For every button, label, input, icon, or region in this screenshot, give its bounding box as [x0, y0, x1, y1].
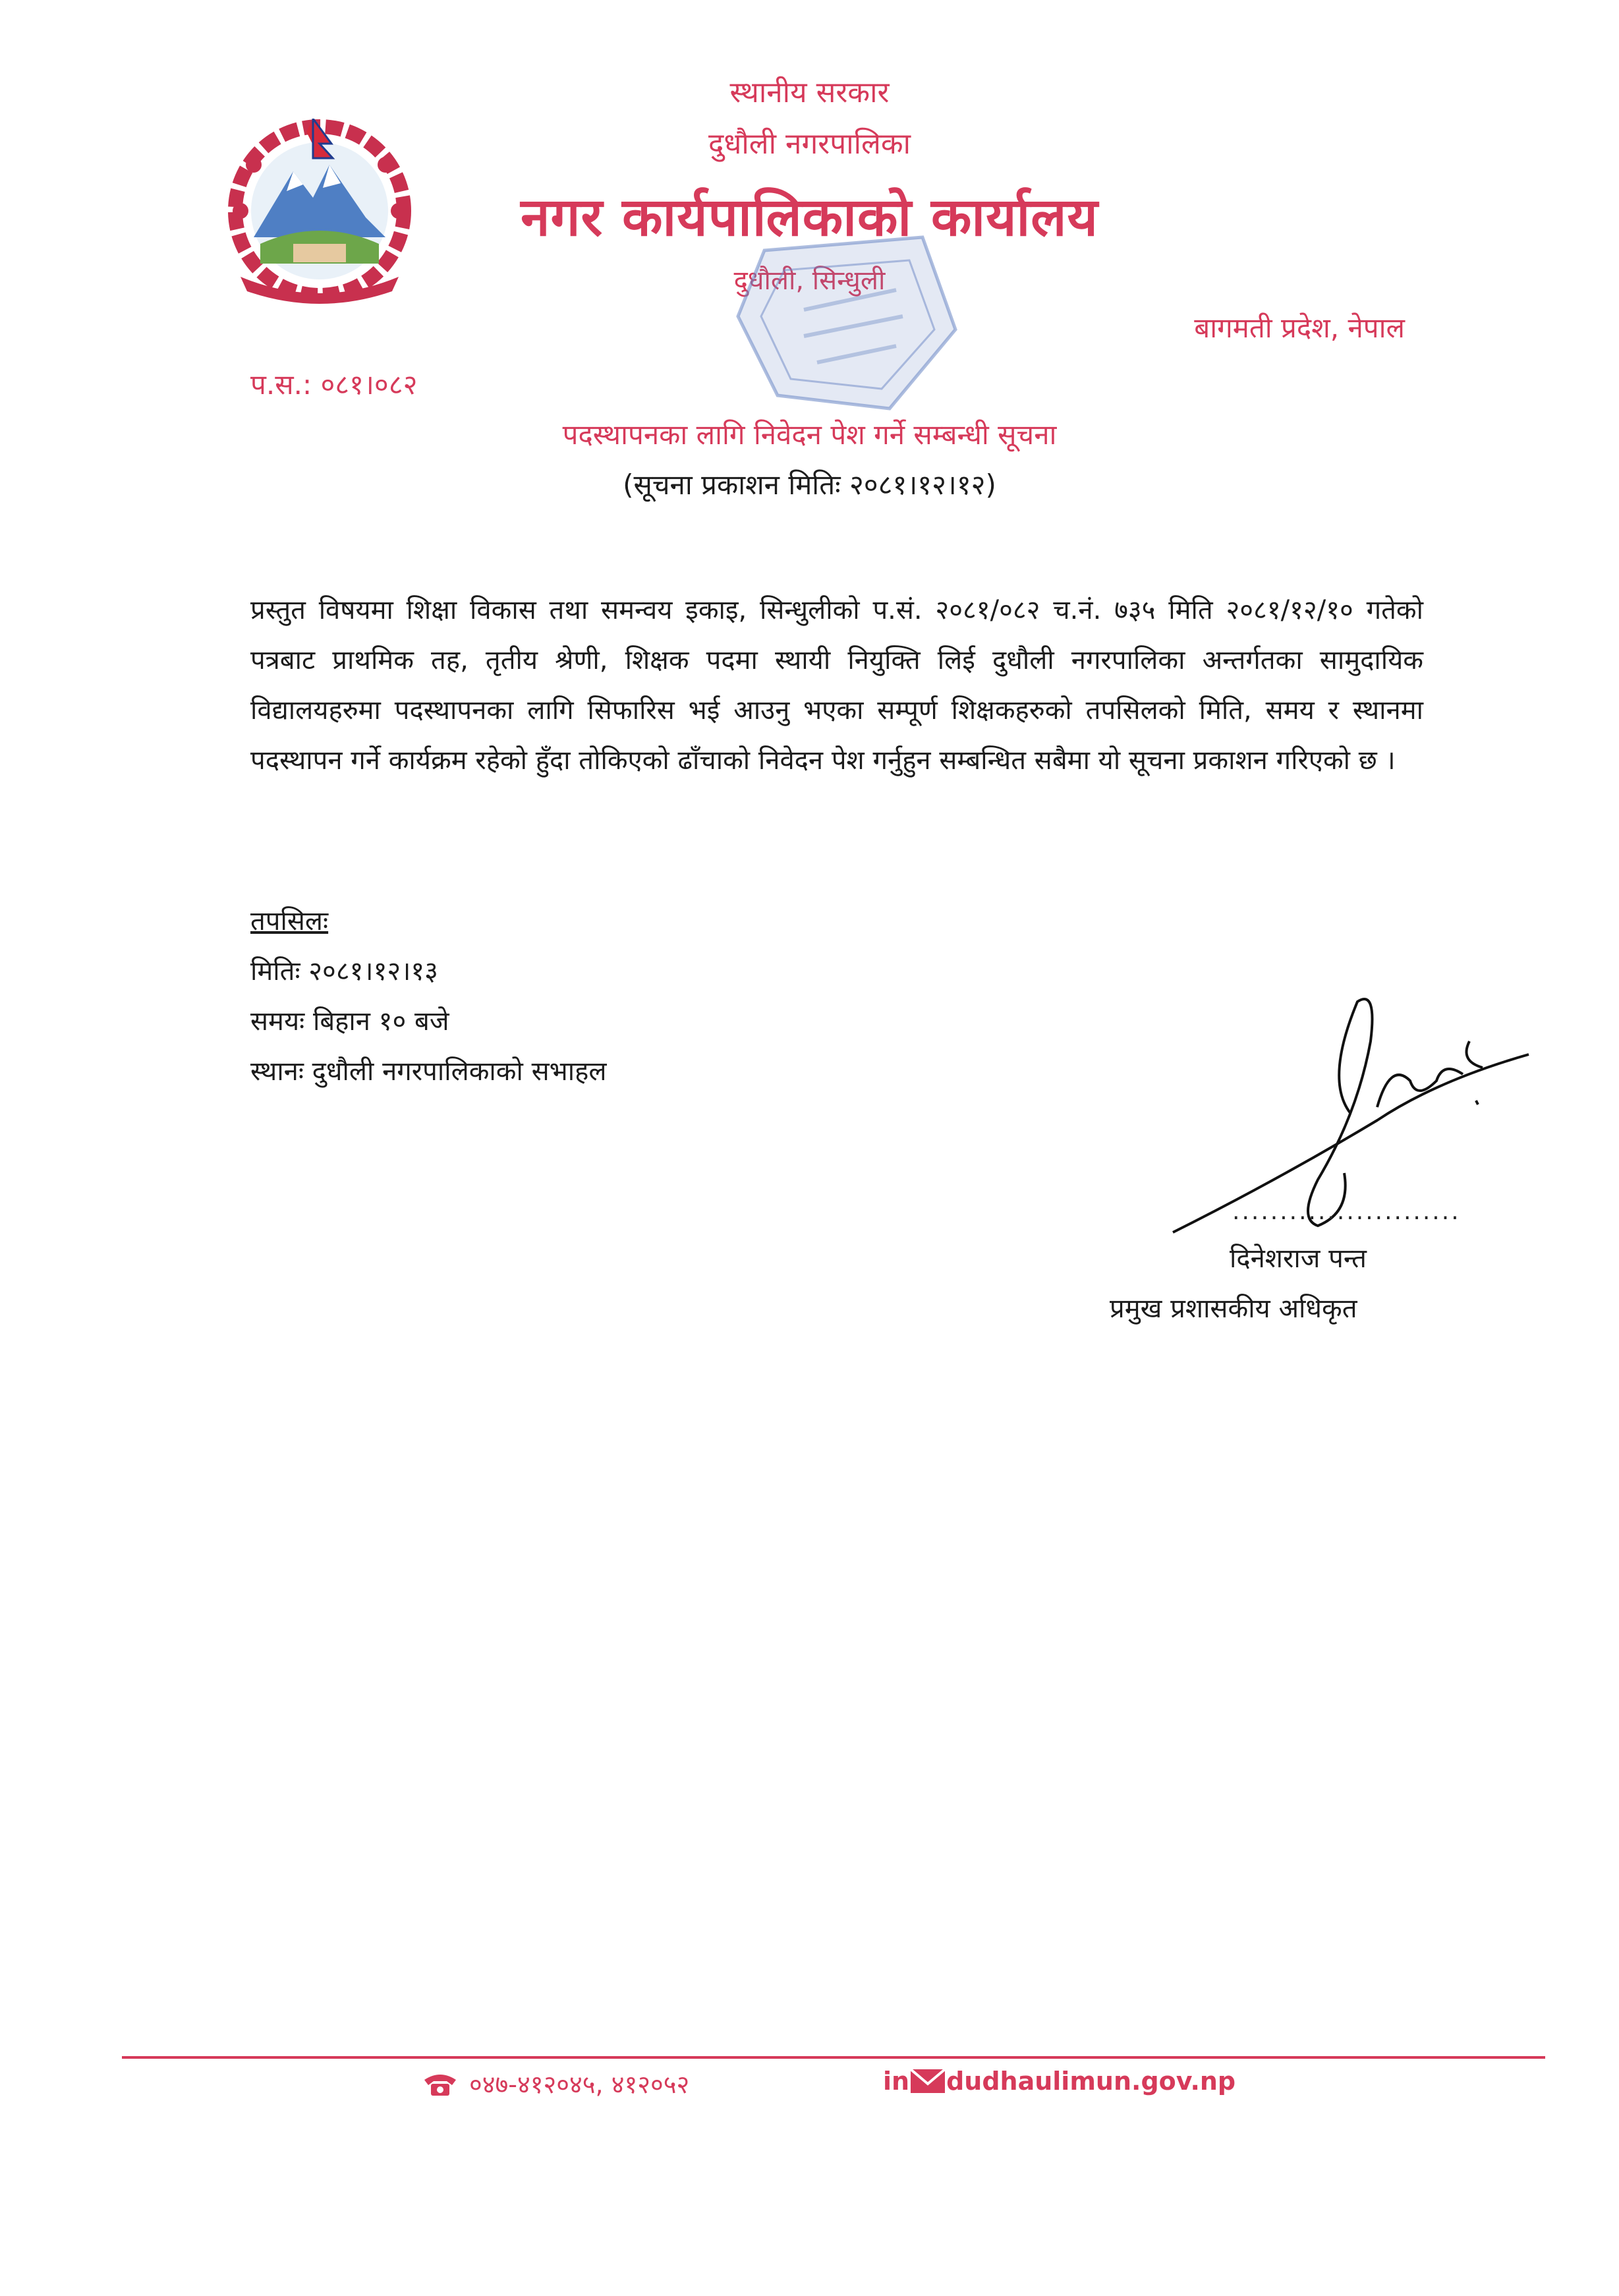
- detail-venue: स्थानः दुधौली नगरपालिकाको सभाहल: [250, 1056, 607, 1087]
- footer-divider: [122, 2056, 1545, 2059]
- government-label: स्थानीय सरकार: [729, 76, 890, 109]
- signatory-title: प्रमुख प्रशासकीय अधिकृत: [1110, 1294, 1357, 1324]
- municipality-name: दुधौली नगरपालिका: [708, 127, 911, 161]
- phone-numbers: ०४७-४१२०४५, ४१२०५२: [469, 2070, 690, 2099]
- province-label: बागमती प्रदेश, नेपाल: [1194, 312, 1405, 344]
- footer-website: [883, 2067, 1236, 2096]
- website-link[interactable]: dudhaulimun.gov.np: [946, 2067, 1236, 2096]
- web-prefix: in: [883, 2067, 910, 2096]
- notice-subject: पदस्थापनका लागि निवेदन पेश गर्ने सम्बन्धी सूचना: [562, 418, 1057, 451]
- publication-date: (सूचना प्रकाशन मितिः २०८१।१२।१२): [623, 469, 996, 501]
- official-stamp-icon: [725, 224, 975, 422]
- details-title: तपसिलः: [250, 906, 329, 936]
- detail-date: मितिः २०८१।१२।१३: [250, 956, 438, 987]
- envelope-icon: [909, 2068, 946, 2094]
- signature-line: ........................: [1232, 1198, 1461, 1225]
- office-title: नगर कार्यपालिकाको कार्यालय: [521, 187, 1098, 248]
- district-label: दुधौली, सिन्धुली: [733, 266, 886, 296]
- footer-phone: [422, 2067, 689, 2101]
- telephone-icon: [422, 2069, 459, 2098]
- notice-body: प्रस्तुत विषयमा शिक्षा विकास तथा समन्वय इकाइ, सिन्धुलीको प.सं. २०८१/०८२ च.नं. ७३५ मिति २०८१/१२/१० गतेको पत्रबाट प्राथमिक तह, तृतीय श्रेणी, शिक्षक पदमा स्थायी नियुक्ति लिई दुधौली नगरपालिका अन्तर्गतका सामुदायिक विद्यालयहरुमा पदस्थापनका लागि सिफारिस भई आउनु भएका सम्पूर्ण शिक्षकहरुको तपसिलको मिति, समय र स्थानमा पदस्थापन गर्ने कार्यक्रम रहेको हुँदा तोकिएको ढाँचाको निवेदन पेश गर्नुहुन सम्बन्धित सबैमा यो सूचना प्रकाशन गरिएको छ ।: [250, 595, 1423, 776]
- detail-time: समयः बिहान १० बजे: [250, 1006, 449, 1037]
- signatory-name: दिनेशराज पन्त: [1230, 1244, 1367, 1274]
- reference-number: प.स.: ०८१।०८२: [250, 368, 418, 401]
